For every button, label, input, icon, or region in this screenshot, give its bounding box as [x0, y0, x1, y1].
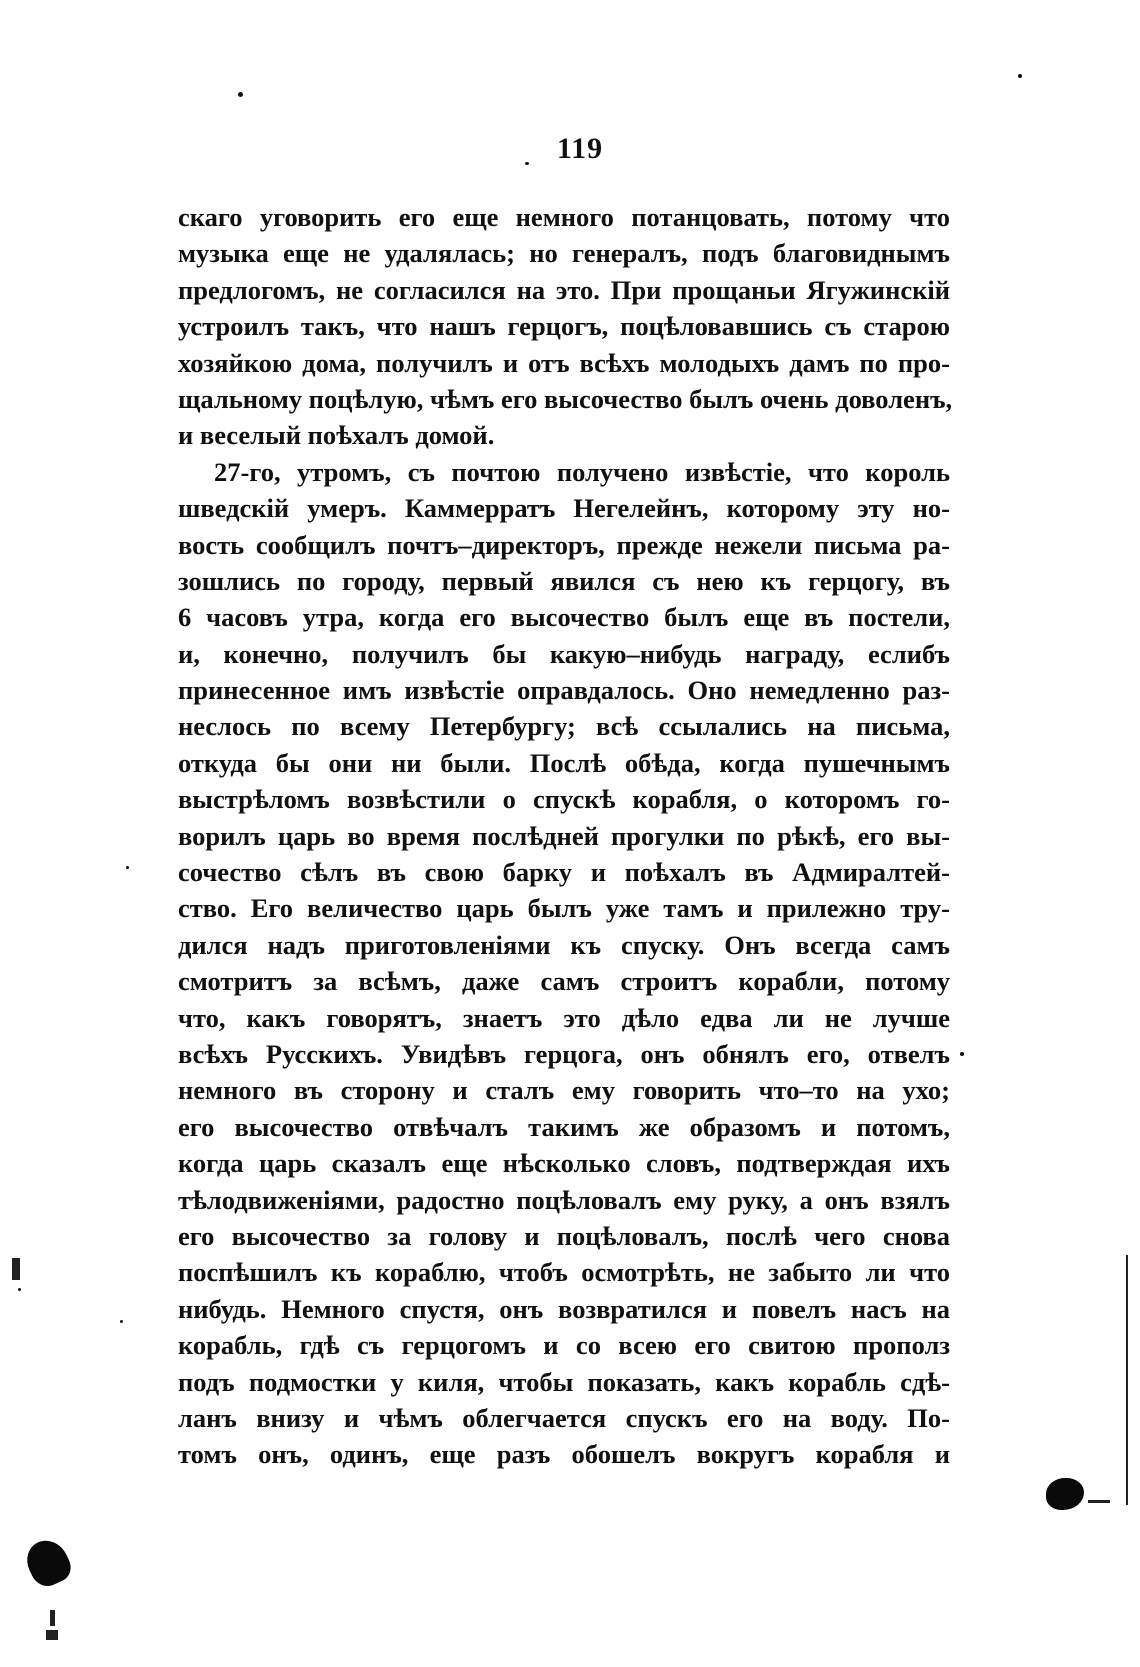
- scan-edge-line: [1126, 1255, 1128, 1505]
- scan-speck: [120, 1320, 123, 1323]
- text-line: принесенное имъ извѣстіе оправдалось. Оно немедленно раз-: [178, 675, 950, 706]
- text-line: щальному поцѣлую, чѣмъ его высочество былъ очень доволенъ,: [178, 383, 953, 414]
- text-line: поспѣшилъ къ кораблю, чтобъ осмотрѣть, не забыто ли что: [178, 1257, 950, 1288]
- text-line: вость сообщилъ почтъ–директоръ, прежде нежели письма ра-: [178, 529, 950, 560]
- text-line: откуда бы они ни были. Послѣ обѣда, когда пушечнымъ: [178, 747, 950, 778]
- paragraph-1: [178, 199, 953, 454]
- text-line: и, конечно, получилъ бы какую–нибудь награду, еслибъ: [178, 638, 950, 669]
- text-line: его высочество отвѣчалъ такимъ же образомъ и потомъ,: [178, 1111, 950, 1142]
- paragraph-2: [178, 454, 950, 1473]
- text-line: нибудь. Немного спустя, онъ возвратился и повелъ насъ на: [178, 1293, 950, 1324]
- text-line: шведскій умеръ. Каммерратъ Негелейнъ, которому эту но-: [178, 493, 950, 524]
- scan-edge-mark: [50, 1610, 55, 1626]
- text-line: ворилъ царь во время послѣдней прогулки по рѣкѣ, его вы-: [178, 820, 950, 851]
- scan-speck: [238, 92, 243, 97]
- text-line: музыка еще не удалялась; но генералъ, подъ благовиднымъ: [178, 238, 950, 269]
- text-line: ство. Его величество царь былъ уже тамъ и прилежно тру-: [178, 893, 950, 924]
- text-line: скаго уговорить его еще немного потанцовать, потому что: [178, 202, 950, 232]
- text-line: 6 часовъ утра, когда его высочество былъ еще въ постели,: [178, 602, 950, 633]
- ink-blot: [20, 1534, 75, 1592]
- text-line: корабль, гдѣ съ герцогомъ и со всею его свитою прополз: [178, 1330, 950, 1361]
- text-line: его высочество за голову и поцѣловалъ, послѣ чего снова: [178, 1220, 950, 1251]
- text-line: хозяйкою дома, получилъ и отъ всѣхъ молодыхъ дамъ по про-: [178, 347, 950, 378]
- text-line: выстрѣломъ возвѣстили о спускѣ корабля, о которомъ го-: [178, 784, 950, 815]
- text-line: когда царь сказалъ еще нѣсколько словъ, подтверждая ихъ: [178, 1148, 950, 1179]
- text-line: тѣлодвиженіями, радостно поцѣловалъ ему руку, а онъ взялъ: [178, 1184, 950, 1215]
- text-line: неслось по всему Петербургу; всѣ ссылались на письма,: [178, 711, 950, 742]
- text-line: что, какъ говорятъ, знаетъ это дѣло едва ли не лучше: [178, 1002, 950, 1033]
- scan-speck: [126, 866, 129, 869]
- scan-edge-mark: [1088, 1500, 1110, 1503]
- text-line: томъ онъ, одинъ, еще разъ обошелъ вокругъ корабля и: [178, 1439, 950, 1470]
- ink-blot: [1046, 1478, 1084, 1510]
- text-line: подъ подмостки у киля, чтобы показать, какъ корабль сдѣ-: [178, 1366, 950, 1397]
- scan-edge-mark: [12, 1258, 20, 1280]
- scan-speck: [18, 1288, 21, 1291]
- text-line: 27-го, утромъ, съ почтою получено извѣстіе, что король: [214, 456, 950, 487]
- text-line: предлогомъ, не согласился на это. При прощаньи Ягужинскій: [178, 274, 950, 305]
- scan-speck: [525, 162, 529, 165]
- text-line: и веселый поѣхалъ домой.: [178, 420, 495, 451]
- text-line: устроилъ такъ, что нашъ герцогъ, поцѣловавшись съ старою: [178, 311, 950, 342]
- text-line: всѣхъ Русскихъ. Увидѣвъ герцога, онъ обнялъ его, отвелъ: [178, 1038, 950, 1069]
- text-line: немного въ сторону и сталъ ему говорить что–то на ухо;: [178, 1075, 950, 1106]
- page-number: 119: [556, 132, 604, 165]
- text-line: зошлись по городу, первый явился съ нею къ герцогу, въ: [178, 565, 950, 596]
- text-line: дился надъ приготовленіями къ спуску. Онъ всегда самъ: [178, 929, 950, 960]
- text-line: ланъ внизу и чѣмъ облегчается спускъ его на воду. По-: [178, 1402, 950, 1433]
- scan-speck: [960, 1052, 964, 1056]
- scan-edge-mark: [46, 1630, 58, 1640]
- scan-speck: [1018, 74, 1022, 78]
- page-body: [178, 199, 953, 1473]
- text-line: сочество сѣлъ въ свою барку и поѣхалъ въ Адмиралтей-: [178, 857, 950, 888]
- text-line: смотритъ за всѣмъ, даже самъ строитъ корабли, потому: [178, 966, 950, 997]
